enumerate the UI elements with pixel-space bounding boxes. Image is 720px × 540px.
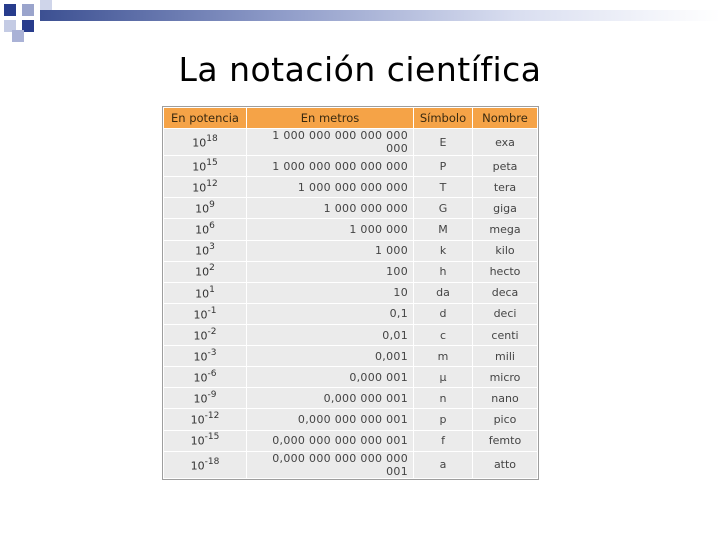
power-base: 10 <box>193 371 208 385</box>
cell-nombre: deca <box>473 283 537 303</box>
power-exponent: 18 <box>206 133 218 144</box>
cell-metros: 1 000 000 000 000 000 <box>247 156 413 176</box>
table-header-row <box>164 108 537 128</box>
header-simbolo: Símbolo <box>414 108 472 128</box>
power-base: 10 <box>190 459 205 473</box>
power-base: 10 <box>195 244 210 258</box>
table-row <box>164 177 537 197</box>
cell-potencia <box>164 367 246 387</box>
cell-potencia <box>164 156 246 176</box>
deco-square <box>12 30 24 42</box>
cell-potencia <box>164 346 246 366</box>
power-exponent: 3 <box>209 242 215 253</box>
cell-potencia <box>164 177 246 197</box>
cell-metros: 0,000 000 000 000 000 001 <box>247 452 413 478</box>
cell-potencia <box>164 431 246 451</box>
cell-simbolo: T <box>414 177 472 197</box>
cell-potencia <box>164 241 246 261</box>
cell-simbolo: da <box>414 283 472 303</box>
table-row <box>164 262 537 282</box>
cell-potencia <box>164 325 246 345</box>
cell-potencia <box>164 129 246 155</box>
header-nombre: Nombre <box>473 108 537 128</box>
cell-potencia <box>164 304 246 324</box>
cell-simbolo: h <box>414 262 472 282</box>
power-base: 10 <box>195 266 210 280</box>
cell-nombre: peta <box>473 156 537 176</box>
power-exponent: 12 <box>206 178 218 189</box>
cell-simbolo: m <box>414 346 472 366</box>
cell-nombre: mega <box>473 219 537 239</box>
table-row <box>164 156 537 176</box>
table-row <box>164 409 537 429</box>
cell-nombre: micro <box>473 367 537 387</box>
power-base: 10 <box>190 434 205 448</box>
power-exponent: 9 <box>209 200 215 211</box>
header-en-potencia: En potencia <box>164 108 246 128</box>
cell-potencia <box>164 219 246 239</box>
power-base: 10 <box>195 287 210 301</box>
power-exponent: -2 <box>207 326 217 337</box>
cell-simbolo: c <box>414 325 472 345</box>
cell-simbolo: a <box>414 452 472 478</box>
cell-simbolo: f <box>414 431 472 451</box>
power-base: 10 <box>192 181 207 195</box>
power-base: 10 <box>193 392 208 406</box>
power-base: 10 <box>190 413 205 427</box>
cell-nombre: hecto <box>473 262 537 282</box>
cell-metros: 1 000 000 000 <box>247 198 413 218</box>
header-en-metros: En metros <box>247 108 413 128</box>
cell-metros: 0,001 <box>247 346 413 366</box>
cell-nombre: deci <box>473 304 537 324</box>
deco-gradient-bar <box>40 10 720 21</box>
table-row <box>164 219 537 239</box>
cell-simbolo: E <box>414 129 472 155</box>
cell-metros: 1 000 <box>247 241 413 261</box>
cell-potencia <box>164 452 246 478</box>
prefix-table <box>162 106 539 480</box>
cell-nombre: nano <box>473 388 537 408</box>
power-exponent: 1 <box>209 284 215 295</box>
power-base: 10 <box>193 308 208 322</box>
cell-simbolo: P <box>414 156 472 176</box>
cell-metros: 0,000 000 000 001 <box>247 409 413 429</box>
cell-nombre: centi <box>473 325 537 345</box>
cell-metros: 0,000 001 <box>247 367 413 387</box>
cell-metros: 10 <box>247 283 413 303</box>
cell-nombre: kilo <box>473 241 537 261</box>
table-row <box>164 325 537 345</box>
power-exponent: -18 <box>204 456 220 467</box>
slide-title: La notación científica <box>178 50 542 89</box>
table-row <box>164 241 537 261</box>
cell-potencia <box>164 388 246 408</box>
cell-metros: 1 000 000 000 000 000 000 <box>247 129 413 155</box>
power-base: 10 <box>192 160 207 174</box>
power-exponent: 6 <box>209 221 215 232</box>
table-row <box>164 452 537 478</box>
cell-simbolo: p <box>414 409 472 429</box>
cell-nombre: tera <box>473 177 537 197</box>
table-row <box>164 304 537 324</box>
cell-nombre: exa <box>473 129 537 155</box>
power-base: 10 <box>193 350 208 364</box>
cell-simbolo: G <box>414 198 472 218</box>
deco-square <box>4 4 16 16</box>
power-exponent: -15 <box>204 432 220 443</box>
cell-nombre: giga <box>473 198 537 218</box>
cell-potencia <box>164 262 246 282</box>
power-base: 10 <box>193 329 208 343</box>
cell-nombre: atto <box>473 452 537 478</box>
cell-potencia <box>164 198 246 218</box>
cell-nombre: femto <box>473 431 537 451</box>
cell-nombre: mili <box>473 346 537 366</box>
cell-simbolo: d <box>414 304 472 324</box>
cell-metros: 100 <box>247 262 413 282</box>
cell-simbolo: n <box>414 388 472 408</box>
table-row <box>164 431 537 451</box>
cell-potencia <box>164 283 246 303</box>
cell-metros: 0,01 <box>247 325 413 345</box>
power-exponent: -1 <box>207 305 217 316</box>
power-exponent: -6 <box>207 368 217 379</box>
cell-potencia <box>164 409 246 429</box>
power-exponent: -9 <box>207 390 217 401</box>
cell-simbolo: M <box>414 219 472 239</box>
power-base: 10 <box>195 202 210 216</box>
cell-metros: 1 000 000 <box>247 219 413 239</box>
cell-metros: 0,000 000 001 <box>247 388 413 408</box>
header-decoration <box>0 0 720 50</box>
deco-square <box>22 4 34 16</box>
table-row <box>164 346 537 366</box>
power-exponent: 2 <box>209 263 215 274</box>
power-exponent: 15 <box>206 157 218 168</box>
cell-simbolo: μ <box>414 367 472 387</box>
cell-simbolo: k <box>414 241 472 261</box>
cell-nombre: pico <box>473 409 537 429</box>
cell-metros: 1 000 000 000 000 <box>247 177 413 197</box>
power-exponent: -12 <box>204 411 220 422</box>
power-base: 10 <box>192 136 207 150</box>
cell-metros: 0,000 000 000 000 001 <box>247 431 413 451</box>
cell-metros: 0,1 <box>247 304 413 324</box>
table-row <box>164 129 537 155</box>
power-exponent: -3 <box>207 347 217 358</box>
table-row <box>164 283 537 303</box>
table-row <box>164 198 537 218</box>
table-row <box>164 367 537 387</box>
table-row <box>164 388 537 408</box>
power-base: 10 <box>195 223 210 237</box>
